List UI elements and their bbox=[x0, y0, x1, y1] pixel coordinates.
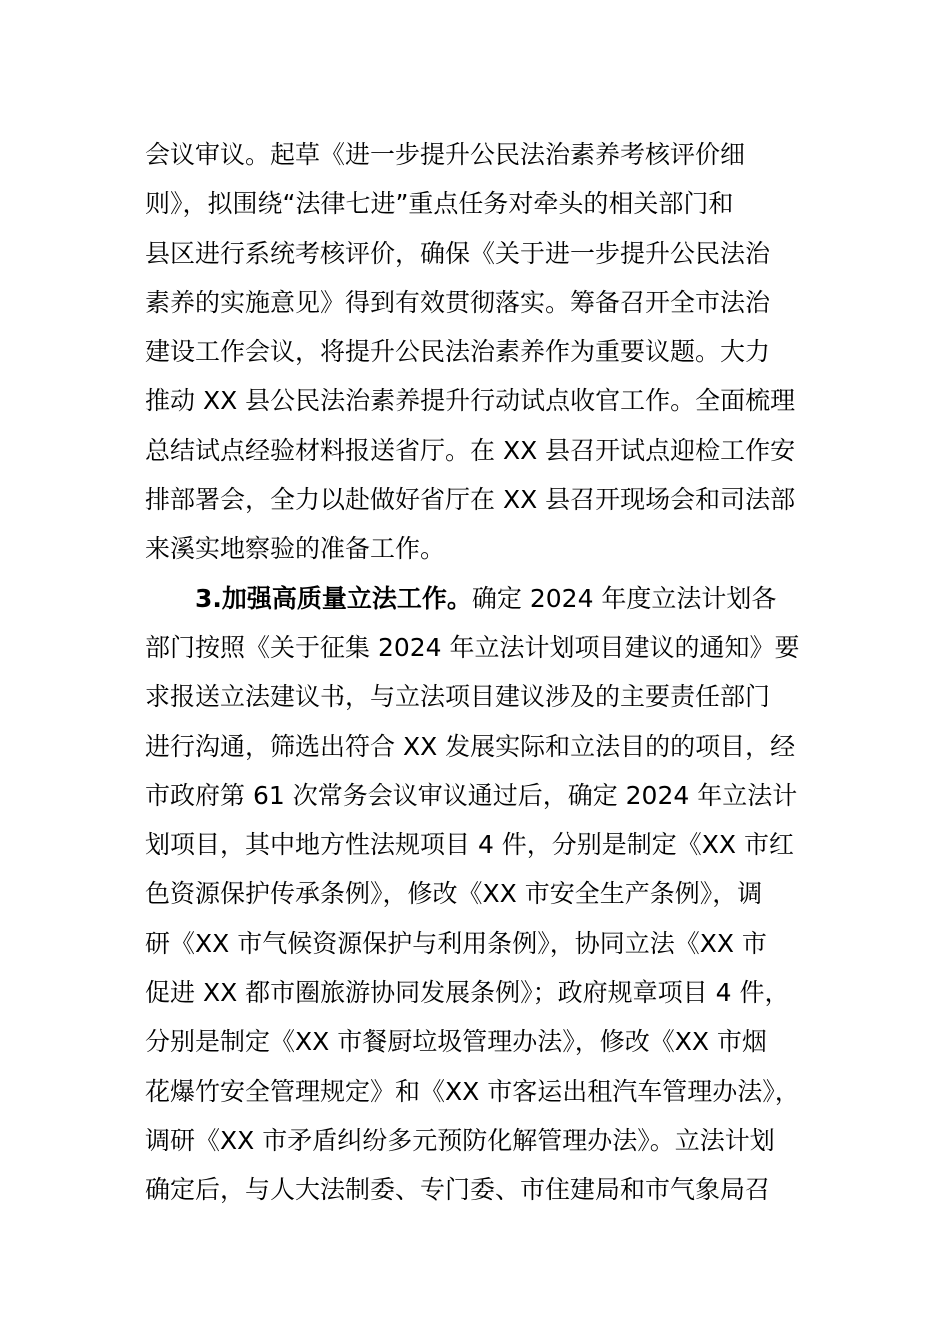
paragraph-line: 市政府第 61 次常务会议审议通过后，确定 2024 年立法计 bbox=[145, 780, 798, 810]
paragraph-line: 划项目，其中地方性法规项目 4 件，分别是制定《XX 市红 bbox=[145, 830, 795, 860]
paragraph-line: 总结试点经验材料报送省厅。在 XX 县召开试点迎检工作安 bbox=[145, 435, 796, 465]
section-3-first-line-text: 确定 2024 年度立法计划各 bbox=[471, 583, 777, 613]
section-3-first-line bbox=[145, 574, 825, 623]
paragraph-line: 排部署会，全力以赴做好省厅在 XX 县召开现场会和司法部 bbox=[145, 485, 796, 515]
paragraph-line: 会议审议。起草《进一步提升公民法治素养考核评价细 bbox=[145, 140, 746, 169]
paragraph-line: 素养的实施意见》得到有效贯彻落实。筹备召开全市法治 bbox=[145, 287, 771, 317]
paragraph-line: 部门按照《关于征集 2024 年立法计划项目建议的通知》要 bbox=[145, 632, 800, 662]
body-text bbox=[145, 130, 825, 1215]
section-3-heading: 3.加强高质量立法工作。 bbox=[195, 583, 472, 613]
paragraph-line: 分别是制定《XX 市餐厨垃圾管理办法》，修改《XX 市烟 bbox=[145, 1027, 767, 1057]
paragraph-line: 建设工作会议，将提升公民法治素养作为重要议题。大力 bbox=[145, 337, 771, 367]
paragraph-line: 确定后，与人大法制委、专门委、市住建局和市气象局召 bbox=[145, 1175, 771, 1205]
paragraph-line: 研《XX 市气候资源保护与利用条例》，协同立法《XX 市 bbox=[145, 928, 767, 958]
paragraph-line: 县区进行系统考核评价，确保《关于进一步提升公民法治 bbox=[145, 238, 771, 268]
paragraph-line: 来溪实地察验的准备工作。 bbox=[145, 534, 446, 564]
paragraph-line: 推动 XX 县公民法治素养提升行动试点收官工作。全面梳理 bbox=[145, 386, 796, 416]
paragraph-line: 求报送立法建议书，与立法项目建议涉及的主要责任部门 bbox=[145, 682, 771, 712]
paragraph-line: 进行沟通，筛选出符合 XX 发展实际和立法目的的项目，经 bbox=[145, 731, 796, 761]
paragraph-line: 调研《XX 市矛盾纠纷多元预防化解管理办法》。立法计划 bbox=[145, 1125, 775, 1155]
paragraph-line: 花爆竹安全管理规定》和《XX 市客运出租汽车管理办法》， bbox=[145, 1076, 800, 1106]
paragraph-line: 色资源保护传承条例》，修改《XX 市安全生产条例》，调 bbox=[145, 879, 763, 909]
paragraph-line: 促进 XX 都市圈旅游协同发展条例》；政府规章项目 4 件， bbox=[145, 978, 790, 1008]
paragraph-line: 则》，拟围绕“法律七进”重点任务对牵头的相关部门和 bbox=[145, 189, 734, 219]
